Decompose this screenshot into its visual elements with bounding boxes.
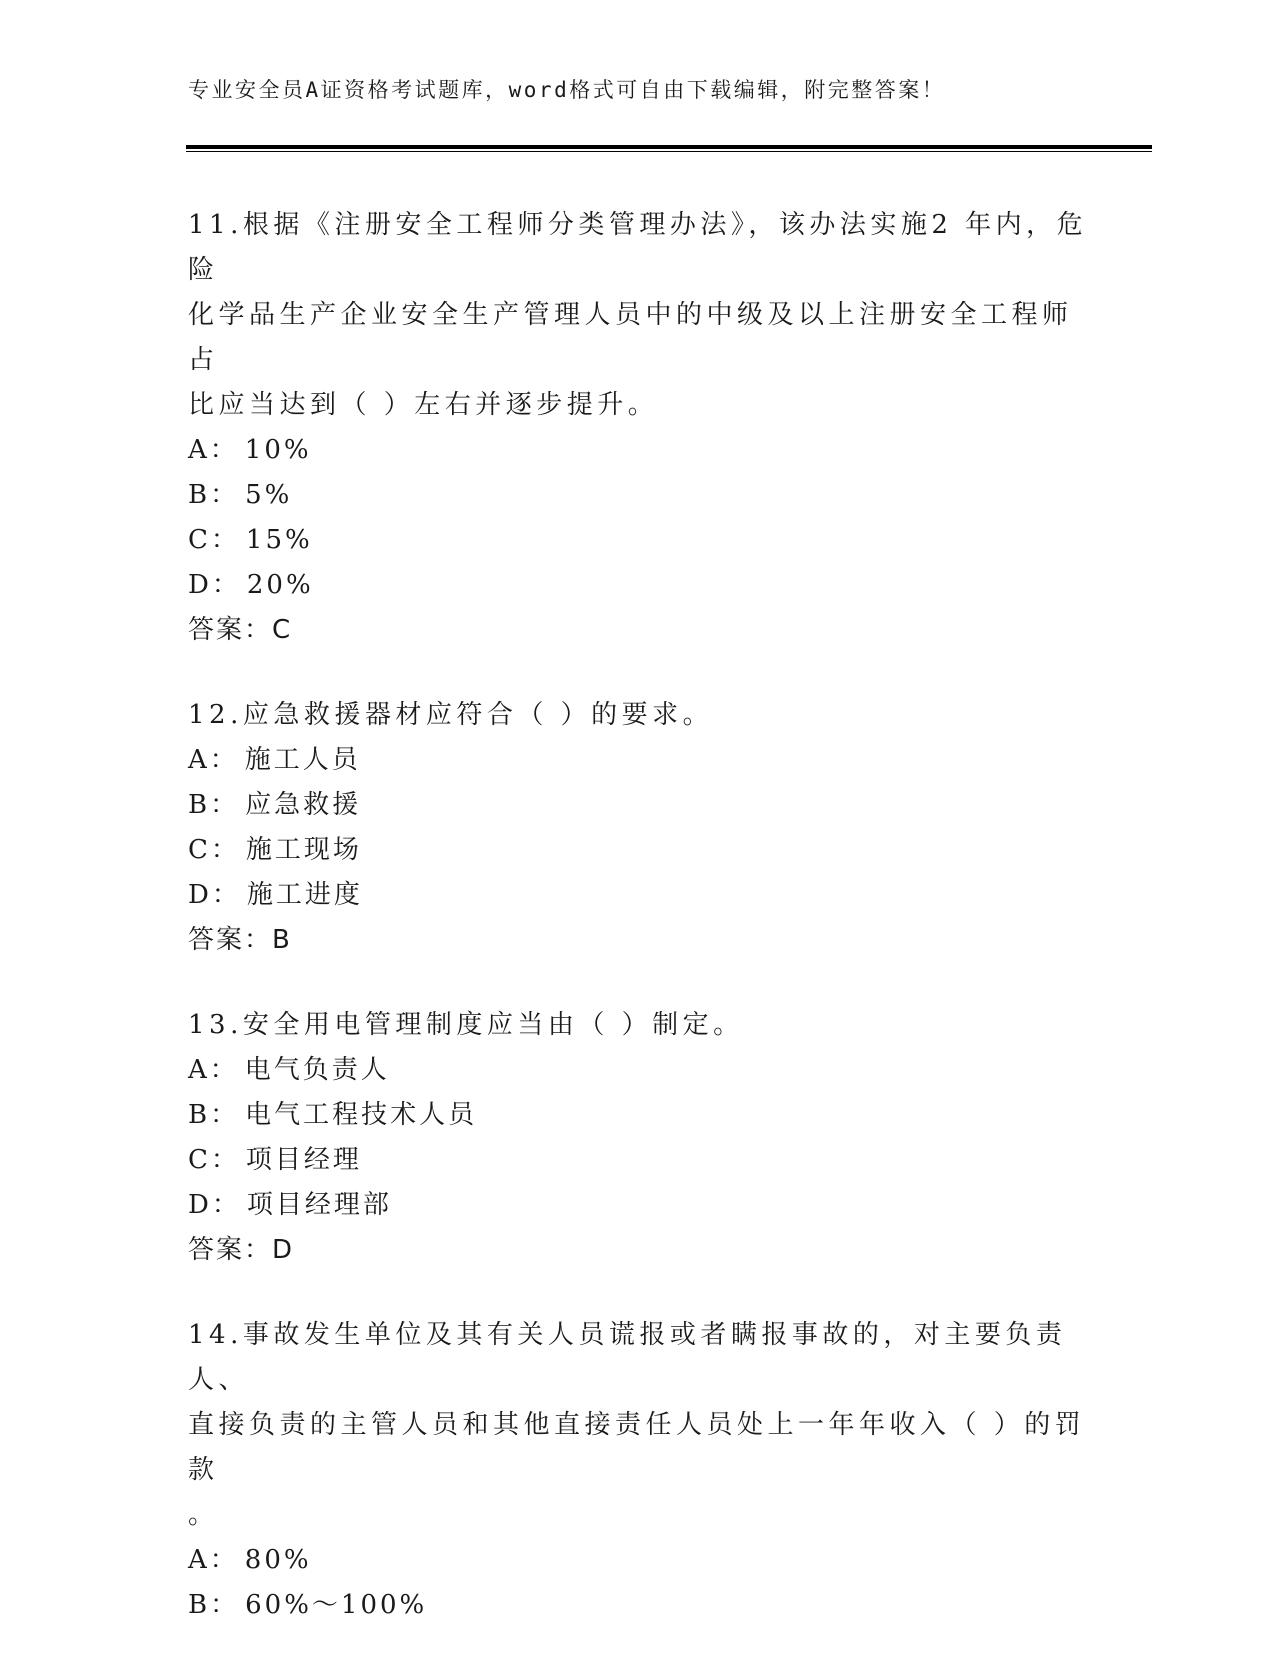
option-text: 施工现场	[245, 835, 362, 865]
option-a	[188, 1048, 1088, 1093]
question-stem-line: 14.事故发生单位及其有关人员谎报或者瞒报事故的，对主要负责人、	[188, 1320, 1067, 1395]
option-label: C：	[188, 835, 240, 865]
option-text: 电气工程技术人员	[245, 1100, 478, 1130]
option-label: D：	[188, 880, 241, 910]
question-14	[188, 1313, 1088, 1628]
header-rule-thin	[186, 151, 1152, 152]
option-text: 应急救援	[245, 790, 362, 820]
option-text: 15%	[245, 525, 313, 555]
option-text: 项目经理	[245, 1145, 362, 1175]
option-label: A：	[188, 1545, 239, 1575]
option-c	[188, 828, 1088, 873]
option-b	[188, 1583, 1088, 1628]
question-13	[188, 1003, 1088, 1273]
question-stem-line: 11.根据《注册安全工程师分类管理办法》，该办法实施2 年内，危险	[188, 210, 1088, 285]
option-label: B：	[188, 1100, 240, 1130]
option-b	[188, 473, 1088, 518]
option-c	[188, 518, 1088, 563]
option-d	[188, 873, 1088, 918]
option-b	[188, 1093, 1088, 1138]
question-list	[188, 203, 1088, 1668]
option-label: B：	[188, 1590, 240, 1620]
question-12	[188, 693, 1088, 963]
header-rule-thick	[186, 145, 1152, 149]
question-stem-line: 12.应急救援器材应符合（ ）的要求。	[188, 700, 714, 730]
option-a	[188, 738, 1088, 783]
question-stem-line: 化学品生产企业安全生产管理人员中的中级及以上注册安全工程师占	[188, 300, 1073, 375]
page-header: 专业安全员A证资格考试题库，word格式可自由下载编辑，附完整答案！	[188, 78, 946, 102]
option-text: 项目经理部	[246, 1190, 392, 1220]
option-text: 施工人员	[244, 745, 361, 775]
question-stem-line: 。	[188, 1500, 219, 1530]
answer-line: 答案：C	[188, 615, 293, 645]
option-d	[188, 563, 1088, 608]
option-label: A：	[188, 1055, 239, 1085]
option-c	[188, 1138, 1088, 1183]
answer-line: 答案：B	[188, 925, 292, 955]
option-label: C：	[188, 525, 240, 555]
option-label: A：	[188, 435, 239, 465]
option-text: 10%	[244, 435, 312, 465]
question-stem-line: 比应当达到（ ）左右并逐步提升。	[188, 390, 659, 420]
option-b	[188, 783, 1088, 828]
option-label: B：	[188, 790, 240, 820]
option-text: 5%	[245, 480, 293, 510]
option-text: 施工进度	[246, 880, 363, 910]
option-label: D：	[188, 1190, 241, 1220]
option-text: 电气负责人	[244, 1055, 390, 1085]
option-a	[188, 428, 1088, 473]
option-d	[188, 1183, 1088, 1228]
question-stem-line: 直接负责的主管人员和其他直接责任人员处上一年年收入（ ）的罚款	[188, 1410, 1086, 1485]
option-text: 60%～100%	[245, 1590, 428, 1620]
option-a	[188, 1538, 1088, 1583]
answer-line: 答案：D	[188, 1235, 295, 1265]
question-stem-line: 13.安全用电管理制度应当由（ ）制定。	[188, 1010, 744, 1040]
question-11	[188, 203, 1088, 653]
option-label: C：	[188, 1145, 240, 1175]
option-label: B：	[188, 480, 240, 510]
option-text: 20%	[246, 570, 314, 600]
option-label: D：	[188, 570, 241, 600]
option-label: A：	[188, 745, 239, 775]
option-text: 80%	[244, 1545, 312, 1575]
